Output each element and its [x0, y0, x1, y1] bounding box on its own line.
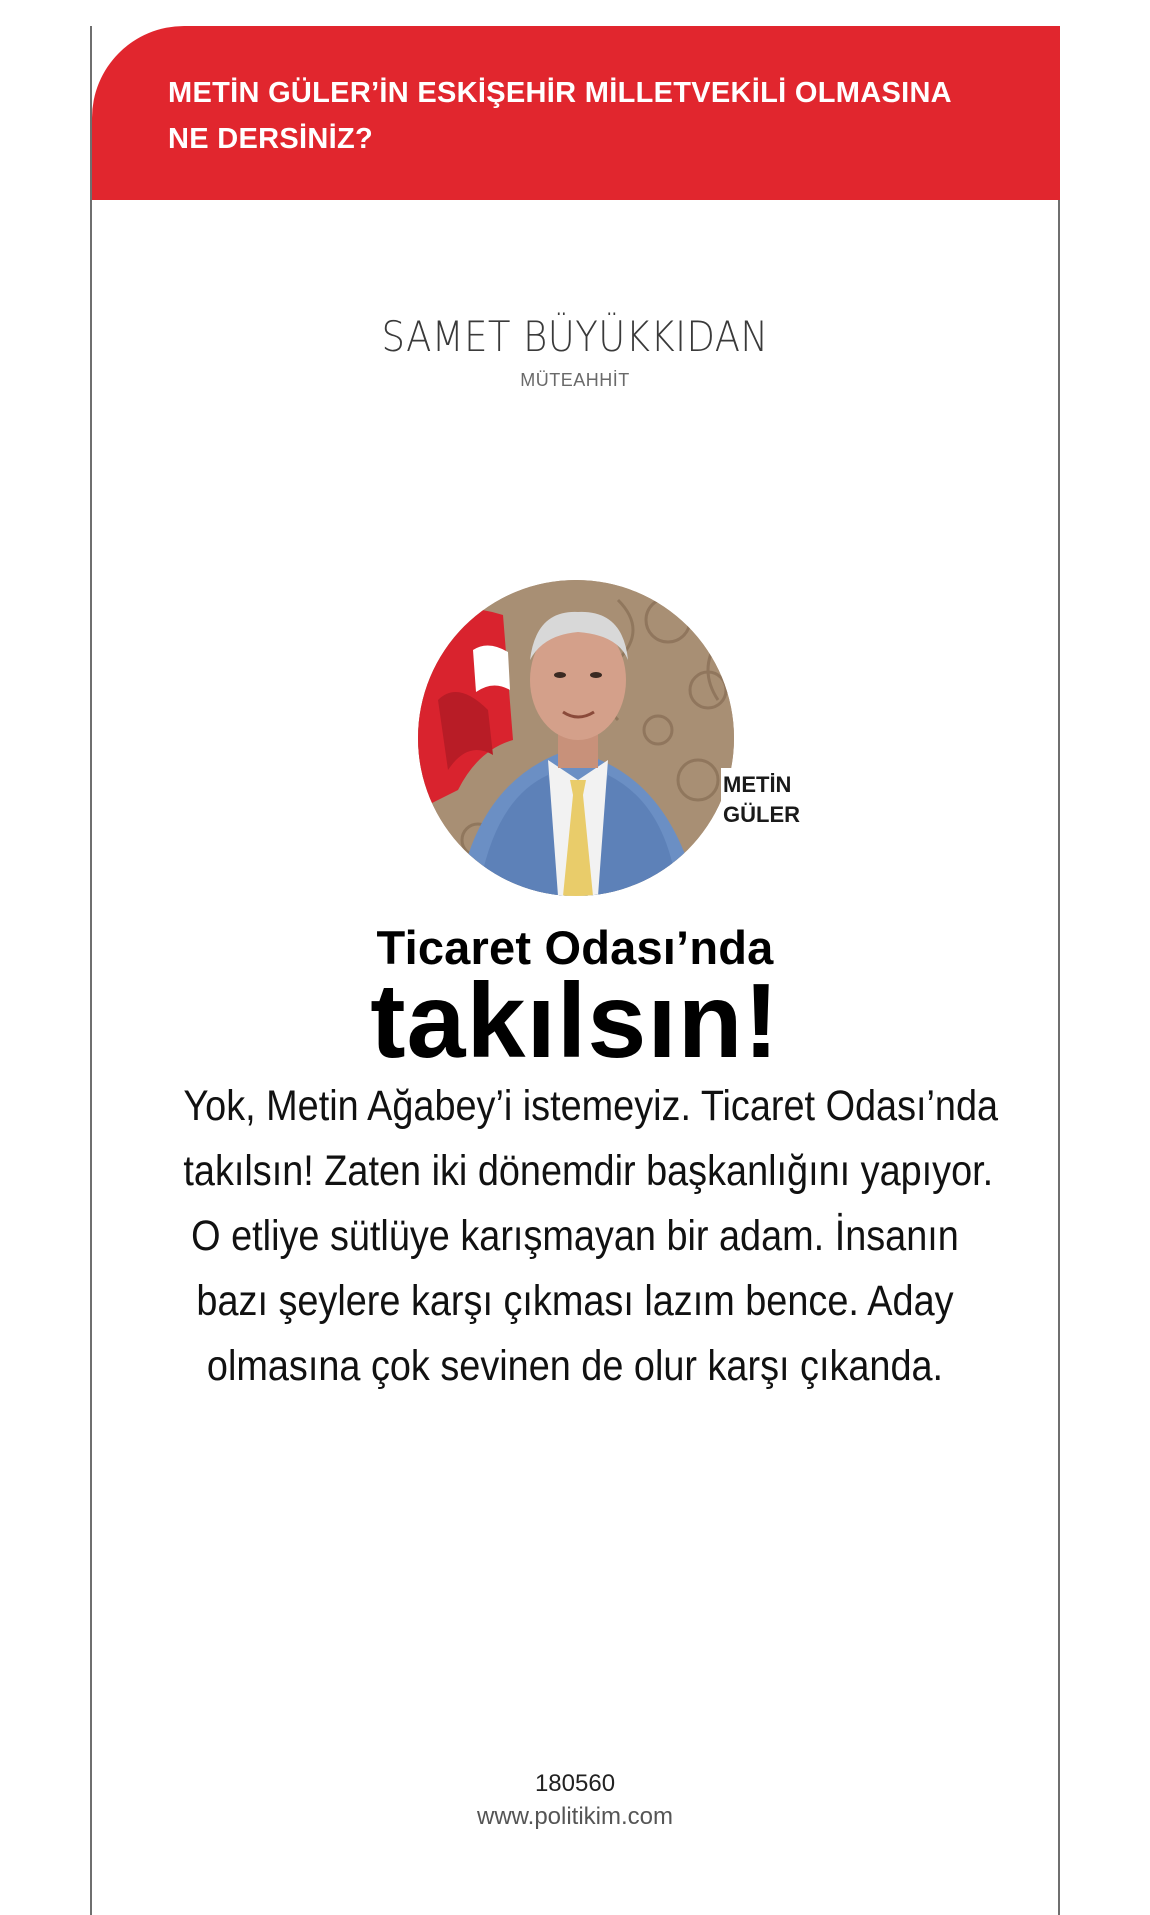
question-line-1: METİN GÜLER’İN ESKİŞEHİR MİLLETVEKİLİ OLMASINA	[168, 77, 952, 109]
portrait-illustration	[418, 580, 734, 896]
portrait-caption-line-1: METİN	[723, 772, 792, 797]
author-name: SAMET BÜYÜKKIDAN	[381, 312, 769, 361]
quote-line-3: O etliye sütlüye karışmayan bir adam. İnsanın	[191, 1212, 959, 1260]
headline-top: Ticaret Odası’nda	[376, 921, 774, 974]
portrait-caption-line-2: GÜLER	[723, 802, 800, 827]
footer-id: 180560	[534, 1770, 616, 1797]
question-line-2: NE DERSİNİZ?	[168, 123, 373, 155]
question-banner	[92, 26, 1060, 200]
portrait-photo	[418, 580, 734, 896]
author-title: MÜTEAHHİT	[520, 370, 630, 390]
quote-line-2: takılsın! Zaten iki dönemdir başkanlığını yapıyor.	[183, 1147, 994, 1195]
footer-site-link[interactable]: www.politikim.com	[476, 1803, 674, 1830]
portrait-caption	[721, 768, 804, 832]
headline-big: takılsın!	[370, 962, 780, 1080]
quote-line-1: Yok, Metin Ağabey’i istemeyiz. Ticaret Odası’nda	[183, 1082, 999, 1130]
quote-body	[130, 1074, 1020, 1399]
quote-line-5: olmasına çok sevinen de olur karşı çıkanda.	[206, 1342, 944, 1390]
quote-line-4: bazı şeylere karşı çıkması lazım bence. Aday	[196, 1277, 954, 1325]
